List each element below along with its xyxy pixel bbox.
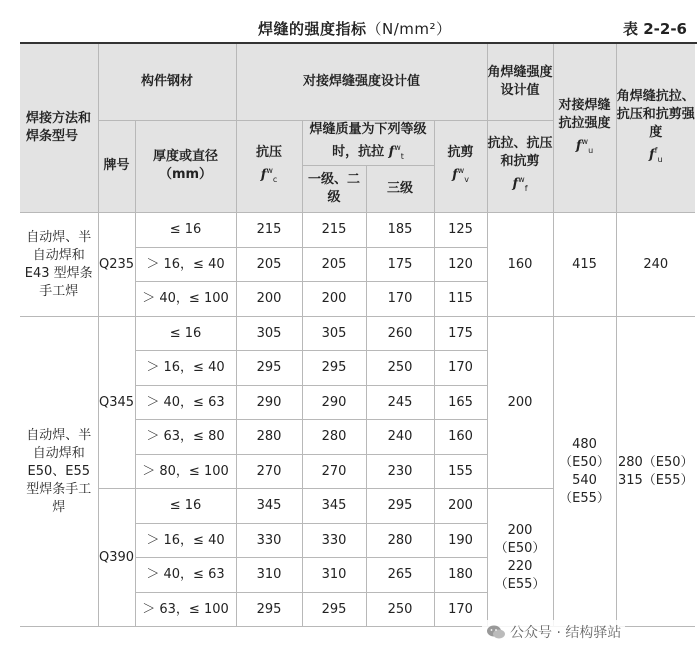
tension-level3-cell: 175 <box>366 247 434 282</box>
table-title <box>258 18 452 39</box>
header-level12: 一级、二级 <box>302 166 366 213</box>
watermark <box>482 620 625 644</box>
table-row <box>20 213 695 248</box>
tension-level12-cell: 295 <box>302 592 366 627</box>
tension-level3-cell: 245 <box>366 385 434 420</box>
thickness-cell: ＞ 63，≤ 80 <box>135 420 236 455</box>
butt-tensile-cell: 415 <box>553 213 616 317</box>
header-fillet-strength <box>616 44 695 213</box>
fillet-ultimate-cell: 280（E50）315（E55） <box>616 316 695 627</box>
shear-cell: 125 <box>434 213 487 248</box>
tension-level3-cell: 280 <box>366 523 434 558</box>
thickness-cell: ＞ 63，≤ 100 <box>135 592 236 627</box>
header-method: 焊接方法和焊条型号 <box>20 44 98 213</box>
shear-cell: 120 <box>434 247 487 282</box>
tension-level12-cell: 205 <box>302 247 366 282</box>
thickness-cell: ＞ 16，≤ 40 <box>135 523 236 558</box>
header-tension: 焊缝质量为下列等级时，抗拉 $f^w_t$ <box>302 120 434 166</box>
compress-cell: 305 <box>236 316 302 351</box>
shear-label: 抗剪 <box>447 145 474 160</box>
header-shear <box>434 120 487 213</box>
table-number: 表 2-2-6 <box>623 20 687 38</box>
header-grade: 牌号 <box>98 120 135 213</box>
tension-level12-cell: 305 <box>302 316 366 351</box>
steel-grade-cell: Q345 <box>98 316 135 489</box>
compress-cell: 330 <box>236 523 302 558</box>
header-level3: 三级 <box>366 166 434 213</box>
fillet-strength-cell: 200（E50）220（E55） <box>487 489 553 627</box>
fillet-strength-symbol: $f^f_u$ <box>649 145 663 164</box>
shear-cell: 180 <box>434 558 487 593</box>
compress-cell: 280 <box>236 420 302 455</box>
tension-level3-cell: 170 <box>366 282 434 317</box>
title-text: 焊缝的强度指标 <box>258 20 367 38</box>
wechat-icon <box>486 624 506 640</box>
compress-cell: 310 <box>236 558 302 593</box>
thickness-cell: ≤ 16 <box>135 316 236 351</box>
tension-level3-cell: 250 <box>366 592 434 627</box>
thickness-cell: ＞ 40，≤ 100 <box>135 282 236 317</box>
shear-cell: 160 <box>434 420 487 455</box>
header-butt: 对接焊缝强度设计值 <box>236 44 487 120</box>
tension-symbol: f <box>388 143 395 159</box>
shear-cell: 175 <box>434 316 487 351</box>
header-thickness <box>135 120 236 213</box>
compress-cell: 295 <box>236 351 302 386</box>
watermark-text: 公众号 · 结构驿站 <box>510 625 622 641</box>
thickness-label: 厚度或直径 <box>153 149 219 165</box>
compress-cell: 205 <box>236 247 302 282</box>
shear-cell: 155 <box>434 454 487 489</box>
fillet-strength-label: 角焊缝抗拉、抗压和抗剪强度 <box>616 88 695 140</box>
tension-level3-cell: 265 <box>366 558 434 593</box>
compress-cell: 200 <box>236 282 302 317</box>
compress-label: 抗压 <box>256 145 283 160</box>
thickness-cell: ＞ 40，≤ 63 <box>135 558 236 593</box>
tension-level12-cell: 290 <box>302 385 366 420</box>
tension-level12-cell: 345 <box>302 489 366 524</box>
tension-level12-cell: 270 <box>302 454 366 489</box>
shear-cell: 190 <box>434 523 487 558</box>
thickness-cell: ＞ 16，≤ 40 <box>135 351 236 386</box>
fillet-strength-cell: 160 <box>487 213 553 317</box>
thickness-unit: （mm） <box>158 167 213 183</box>
compress-cell: 290 <box>236 385 302 420</box>
compress-cell: 295 <box>236 592 302 627</box>
strength-table <box>20 44 695 627</box>
table-row <box>20 316 695 351</box>
shear-cell: 200 <box>434 489 487 524</box>
thickness-cell: ＞ 16，≤ 40 <box>135 247 236 282</box>
welding-method-cell: 自动焊、半自动焊和 E50、E55 型焊条手工焊 <box>20 316 98 627</box>
steel-grade-cell: Q390 <box>98 489 135 627</box>
shear-symbol: $f^w_v$ <box>452 166 469 184</box>
fillet-sub-label: 抗拉、抗压和抗剪 <box>487 136 553 169</box>
shear-cell: 170 <box>434 592 487 627</box>
header-butt-tensile <box>553 44 616 213</box>
header-compress <box>236 120 302 213</box>
tension-level12-cell: 295 <box>302 351 366 386</box>
shear-cell: 115 <box>434 282 487 317</box>
welding-method-cell: 自动焊、半自动焊和 E43 型焊条手工焊 <box>20 213 98 317</box>
tension-level3-cell: 260 <box>366 316 434 351</box>
tension-level12-cell: 330 <box>302 523 366 558</box>
tension-level3-cell: 185 <box>366 213 434 248</box>
compress-cell: 215 <box>236 213 302 248</box>
tension-level3-cell: 250 <box>366 351 434 386</box>
steel-grade-cell: Q235 <box>98 213 135 317</box>
thickness-cell: ≤ 16 <box>135 213 236 248</box>
tension-level3-cell: 295 <box>366 489 434 524</box>
tension-level12-cell: 280 <box>302 420 366 455</box>
compress-cell: 345 <box>236 489 302 524</box>
fillet-strength-cell: 200 <box>487 316 553 489</box>
compress-symbol: $f^w_c$ <box>260 166 278 184</box>
shear-cell: 165 <box>434 385 487 420</box>
tension-level3-cell: 230 <box>366 454 434 489</box>
thickness-cell: ＞ 80，≤ 100 <box>135 454 236 489</box>
tension-level12-cell: 200 <box>302 282 366 317</box>
thickness-cell: ≤ 16 <box>135 489 236 524</box>
tension-level12-cell: 310 <box>302 558 366 593</box>
fillet-ultimate-cell: 240 <box>616 213 695 317</box>
butt-tensile-label: 对接焊缝抗拉强度 <box>558 97 611 131</box>
shear-cell: 170 <box>434 351 487 386</box>
title-unit: （N/mm²） <box>366 20 452 38</box>
tension-level3-cell: 240 <box>366 420 434 455</box>
fillet-sub-symbol: $f^w_f$ <box>512 175 528 193</box>
compress-cell: 270 <box>236 454 302 489</box>
header-steel: 构件钢材 <box>98 44 236 120</box>
thickness-cell: ＞ 40，≤ 63 <box>135 385 236 420</box>
butt-tensile-symbol: $f^w_u$ <box>575 136 594 155</box>
tension-label: 焊缝质量为下列等级时，抗拉 <box>309 121 427 159</box>
tension-level12-cell: 215 <box>302 213 366 248</box>
header-fillet-sub <box>487 120 553 213</box>
header-fillet: 角焊缝强度设计值 <box>487 44 553 120</box>
butt-tensile-cell: 480（E50）540（E55） <box>553 316 616 627</box>
